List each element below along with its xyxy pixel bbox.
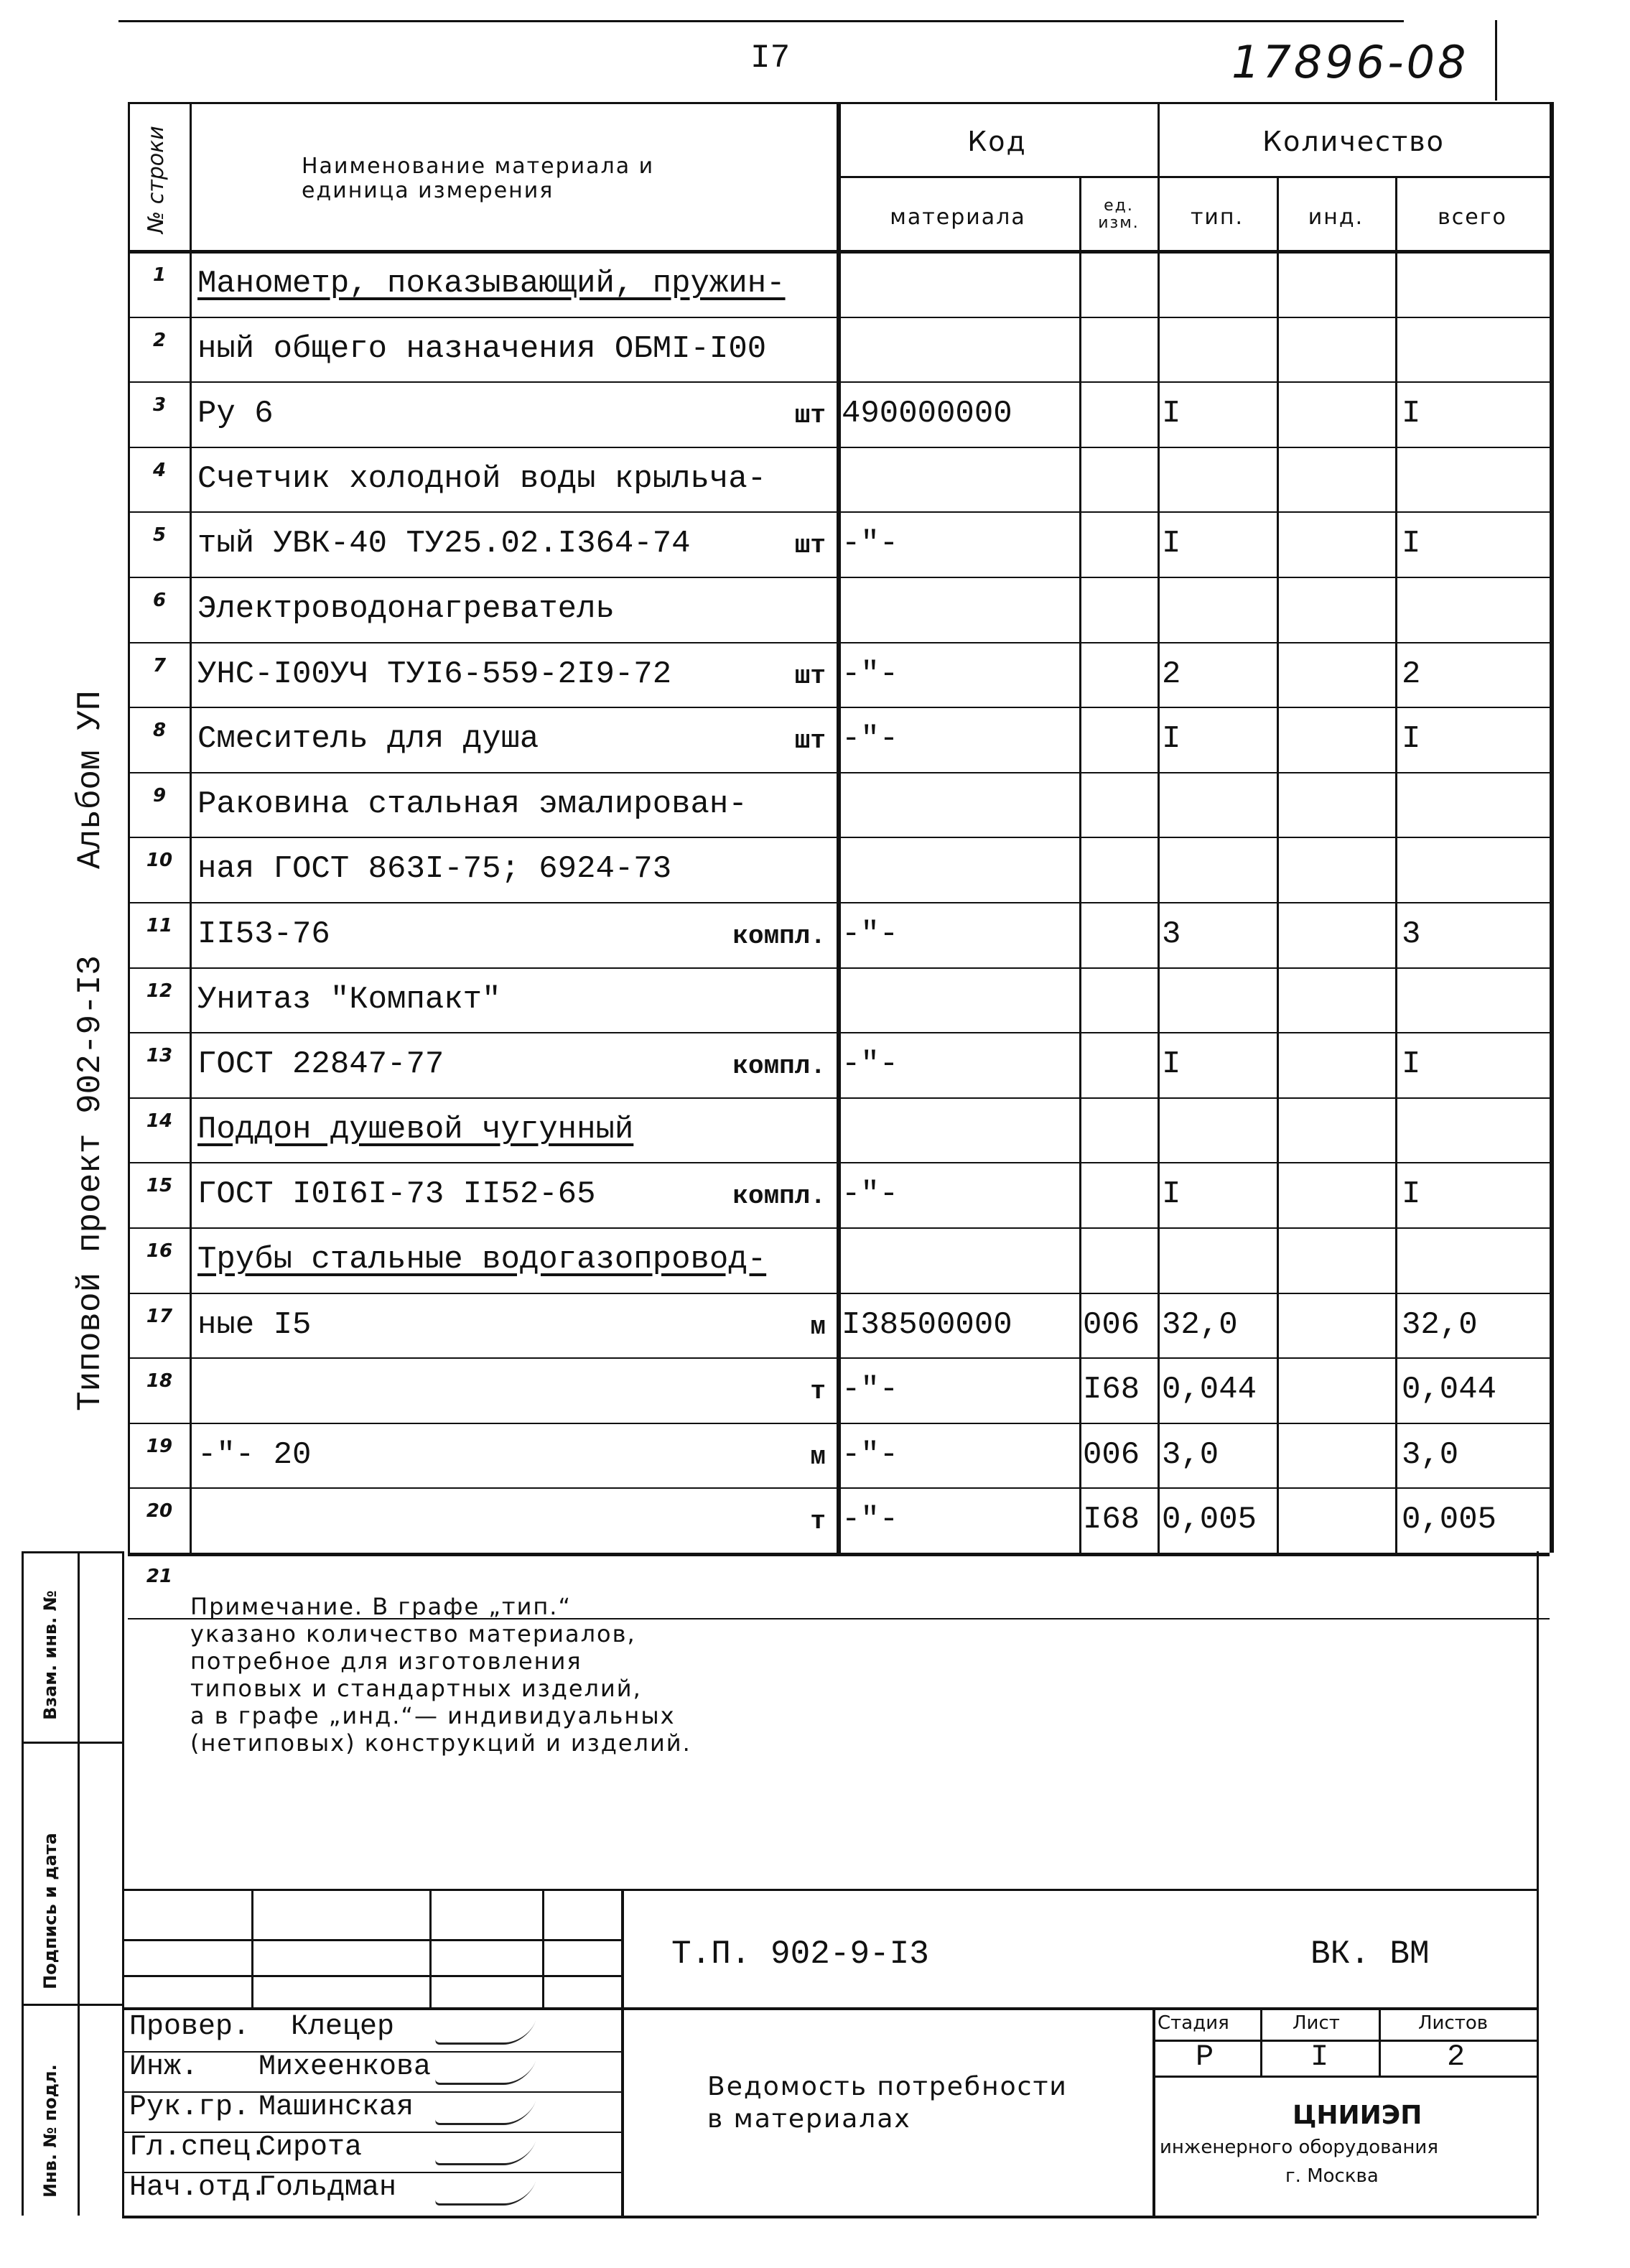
header-q-ind: инд. (1308, 205, 1364, 230)
row-divider (128, 772, 1550, 773)
tb-org-line1: ЦНИИЭП (1293, 2101, 1422, 2130)
tb-stage-label: Стадия (1158, 2012, 1229, 2034)
row-name: тый УВК-40 ТУ25.02.I364-74 (197, 526, 691, 562)
header-row-no: № строки (144, 126, 169, 233)
tb-top (122, 1889, 1537, 1891)
stamp-replace-label: Взам. инв. № (40, 1590, 60, 1720)
row-number: 1 (152, 264, 167, 286)
tb-sheets-label: Листов (1418, 2012, 1489, 2034)
tb-bottom (122, 2216, 1537, 2218)
doc-number: 17896-08 (1231, 36, 1469, 88)
header-q-typ: тип. (1190, 205, 1244, 230)
row-name: Манометр, показывающий, пружин- (197, 266, 786, 302)
header-q-total: всего (1438, 205, 1507, 230)
row-divider (128, 1423, 1550, 1424)
tb-title-line1: Ведомость потребности (707, 2072, 1068, 2101)
tb-col-e (1152, 2007, 1155, 2216)
row-code: I38500000 (842, 1307, 1012, 1343)
signer-role: Нач.отд. (129, 2172, 268, 2204)
row-typ: I (1162, 721, 1181, 757)
table-left-border (128, 102, 130, 1553)
signer-name: Сирота (259, 2132, 363, 2164)
row-divider (128, 1032, 1550, 1033)
row-total: 3,0 (1402, 1437, 1459, 1473)
row-number: 9 (152, 785, 167, 807)
row-total: I (1402, 721, 1421, 757)
row-typ: I (1162, 1176, 1181, 1212)
stamp-orig-label: Инв. № подл. (40, 2064, 60, 2198)
row-name: Электроводонагреватель (197, 591, 615, 627)
table-code-col-border (837, 102, 841, 1553)
tb-stage-col-2 (1379, 2007, 1381, 2076)
tb-org-line3: г. Москва (1285, 2165, 1379, 2187)
row-number: 6 (152, 590, 167, 611)
row-code: -"- (842, 1176, 899, 1212)
header-name (302, 154, 704, 203)
stamp-strip-left (22, 1551, 24, 2216)
note-line: а в графе „инд.“— индивидуальных (190, 1702, 676, 1729)
row-typ: 2 (1162, 656, 1181, 692)
note-right-border (1537, 1551, 1539, 2216)
row-name: Раковина стальная эмалирован- (197, 786, 748, 822)
row-name: УНС-I00УЧ ТУI6-559-2I9-72 (197, 656, 672, 692)
row-name: Поддон душевой чугунный (197, 1112, 634, 1148)
signature-mark (434, 2061, 536, 2085)
row-code: -"- (842, 1437, 899, 1473)
row-number: 3 (152, 394, 167, 416)
row-unit: т (810, 1377, 826, 1406)
row-unit: шт (794, 726, 826, 756)
tb-title-line2: в материалах (707, 2104, 911, 2134)
row-typ: 3 (1162, 916, 1181, 952)
row-divider (128, 1487, 1550, 1489)
row-divider (128, 837, 1550, 838)
tb-org-line2: инженерного оборудования (1160, 2137, 1438, 2158)
stamp-rule-1 (22, 1551, 122, 1553)
signer-name: Гольдман (259, 2172, 397, 2204)
tb-col-d (621, 1889, 624, 2216)
page-number: I7 (750, 39, 791, 77)
row-total: 0,044 (1402, 1372, 1497, 1408)
note-line: указано количество материалов, (190, 1620, 636, 1647)
row-code: -"- (842, 1046, 899, 1082)
tb-sig-rule-2 (122, 1975, 621, 1977)
signer-role: Гл.спец. (129, 2132, 268, 2164)
row-total: 0,005 (1402, 1502, 1497, 1538)
row-number: 20 (146, 1500, 173, 1522)
row-total: 3 (1402, 916, 1421, 952)
row-unit: шт (794, 531, 826, 560)
row-name: -"- 20 (197, 1437, 312, 1473)
row-number: 15 (146, 1175, 173, 1196)
row-divider (128, 902, 1550, 903)
row-divider (128, 447, 1550, 448)
note-line: Примечание. В графе „тип.“ (190, 1593, 572, 1620)
row-number: 2 (152, 330, 167, 351)
row-number: 5 (152, 524, 167, 546)
signer-name: Машинская (259, 2091, 414, 2124)
row-unit: шт (794, 401, 826, 430)
row-name: Ру 6 (197, 396, 274, 432)
signer-name: Клецер (291, 2011, 395, 2043)
row-number: 21 (146, 1566, 173, 1587)
row-name: Счетчик холодной воды крыльча- (197, 461, 767, 497)
row-number: 8 (152, 720, 167, 741)
row-typ: 3,0 (1162, 1437, 1219, 1473)
row-code: 490000000 (842, 396, 1012, 432)
row-code: -"- (842, 656, 899, 692)
row-total: I (1402, 1176, 1421, 1212)
note-left-border (122, 1551, 124, 2216)
row-code: -"- (842, 916, 899, 952)
row-name: Трубы стальные водогазопровод- (197, 1242, 767, 1278)
row-total: I (1402, 1046, 1421, 1082)
signature-mark (434, 2142, 536, 2165)
row-ed: 006 (1083, 1437, 1140, 1473)
stamp-sign-label: Подпись и дата (40, 1833, 60, 1989)
row-code: -"- (842, 526, 899, 562)
row-ed: 006 (1083, 1307, 1140, 1343)
signature-mark (434, 2021, 536, 2045)
row-number: 19 (146, 1436, 173, 1457)
row-number: 16 (146, 1240, 173, 1262)
row-divider (128, 1227, 1550, 1229)
row-number: 18 (146, 1370, 173, 1392)
row-typ: 0,044 (1162, 1372, 1257, 1408)
tb-sheet-value: I (1310, 2040, 1329, 2074)
row-total: I (1402, 526, 1421, 562)
row-code: -"- (842, 1502, 899, 1538)
row-typ: I (1162, 396, 1181, 432)
row-number: 13 (146, 1045, 173, 1066)
row-divider (128, 1357, 1550, 1359)
note-line: потребное для изготовления (190, 1647, 582, 1675)
row-unit: шт (794, 661, 826, 691)
row-unit: компл. (732, 1051, 826, 1081)
signature-mark (434, 2182, 536, 2206)
row-divider (128, 1162, 1550, 1163)
row-total: 32,0 (1402, 1307, 1478, 1343)
row-divider (128, 511, 1550, 513)
table-typ-col-border (1158, 102, 1160, 1553)
row-name: ГОСТ I0I6I-73 II52-65 (197, 1176, 596, 1212)
row-unit: м (810, 1442, 826, 1472)
row-name: II53-76 (197, 916, 330, 952)
row-name: Унитаз "Компакт" (197, 982, 501, 1018)
note-block (190, 1593, 691, 1757)
project-label: Типовой проект 902-9-I3 (72, 955, 109, 1411)
row-number: 4 (152, 460, 167, 481)
row-name: ные I5 (197, 1307, 312, 1343)
row-total: 2 (1402, 656, 1421, 692)
tb-sheets-value: 2 (1447, 2040, 1466, 2074)
row-divider (128, 642, 1550, 643)
top-right-rule (1495, 20, 1497, 101)
tb-stage-rule-2 (1152, 2076, 1537, 2078)
note-line: типовых и стандартных изделий, (190, 1675, 642, 1702)
album-label: Альбом УП (72, 690, 109, 869)
tb-col-c (542, 1889, 544, 2007)
table-bottom-border (128, 1553, 1550, 1556)
top-rule (118, 20, 1404, 22)
tb-col-b (429, 1889, 432, 2007)
row-divider (128, 381, 1550, 383)
tb-col-a (251, 1889, 253, 2007)
tb-sig-rule-1 (122, 1939, 621, 1941)
table-top-border (128, 102, 1550, 104)
row-total: I (1402, 396, 1421, 432)
signer-name: Михеенкова (259, 2051, 432, 2083)
row-divider (128, 577, 1550, 578)
stamp-rule-2 (22, 1742, 122, 1744)
table-name-col-border (190, 102, 192, 1553)
row-number: 17 (146, 1306, 173, 1327)
signature-mark (434, 2101, 536, 2125)
tb-stage-col-1 (1260, 2007, 1262, 2076)
tb-mark: ВК. ВМ (1310, 1935, 1430, 1973)
row-name: Смеситель для душа (197, 721, 539, 757)
row-divider (128, 967, 1550, 969)
row-divider (128, 1293, 1550, 1294)
row-code: -"- (842, 1372, 899, 1408)
header-code-unit: ед. изм. (1098, 197, 1140, 232)
stamp-rule-3 (22, 2004, 122, 2006)
tb-mid (122, 2007, 1537, 2010)
row-number: 10 (146, 850, 173, 871)
signer-role: Инж. (129, 2051, 199, 2083)
row-typ: 32,0 (1162, 1307, 1238, 1343)
table-right-border (1550, 102, 1554, 1553)
row-divider (128, 707, 1550, 708)
row-divider (128, 317, 1550, 318)
header-name-text: Наименование материала и единица измерения (302, 154, 655, 203)
row-unit: м (810, 1312, 826, 1342)
header-code: Код (967, 126, 1027, 157)
row-ed: I68 (1083, 1502, 1140, 1538)
note-line: (нетиповых) конструкций и изделий. (190, 1729, 691, 1757)
row-unit: т (810, 1507, 826, 1536)
row-typ: 0,005 (1162, 1502, 1257, 1538)
tb-project-code: Т.П. 902-9-I3 (671, 1935, 929, 1973)
header-code-material: материала (890, 205, 1026, 230)
row-unit: компл. (732, 1181, 826, 1211)
header-quantity: Количество (1262, 126, 1445, 157)
row-divider (128, 1097, 1550, 1099)
row-typ: I (1162, 1046, 1181, 1082)
row-number: 7 (152, 655, 167, 677)
row-typ: I (1162, 526, 1181, 562)
tb-sheet-label: Лист (1293, 2012, 1340, 2034)
table-header-bottom (128, 250, 1550, 254)
signer-role: Провер. (129, 2011, 251, 2043)
table-subheader-rule (837, 176, 1550, 178)
row-unit: компл. (732, 921, 826, 951)
row-name: ГОСТ 22847-77 (197, 1046, 444, 1082)
row-name: ный общего назначения ОБМI-I00 (197, 331, 767, 367)
row-number: 14 (146, 1110, 173, 1132)
row-number: 12 (146, 980, 173, 1002)
row-code: -"- (842, 721, 899, 757)
row-name: ная ГОСТ 863I-75; 6924-73 (197, 851, 672, 887)
signer-role: Рук.гр. (129, 2091, 251, 2124)
tb-stage-value: Р (1196, 2040, 1214, 2074)
stamp-strip-right (78, 1551, 80, 2216)
row-ed: I68 (1083, 1372, 1140, 1408)
row-number: 11 (146, 915, 173, 937)
